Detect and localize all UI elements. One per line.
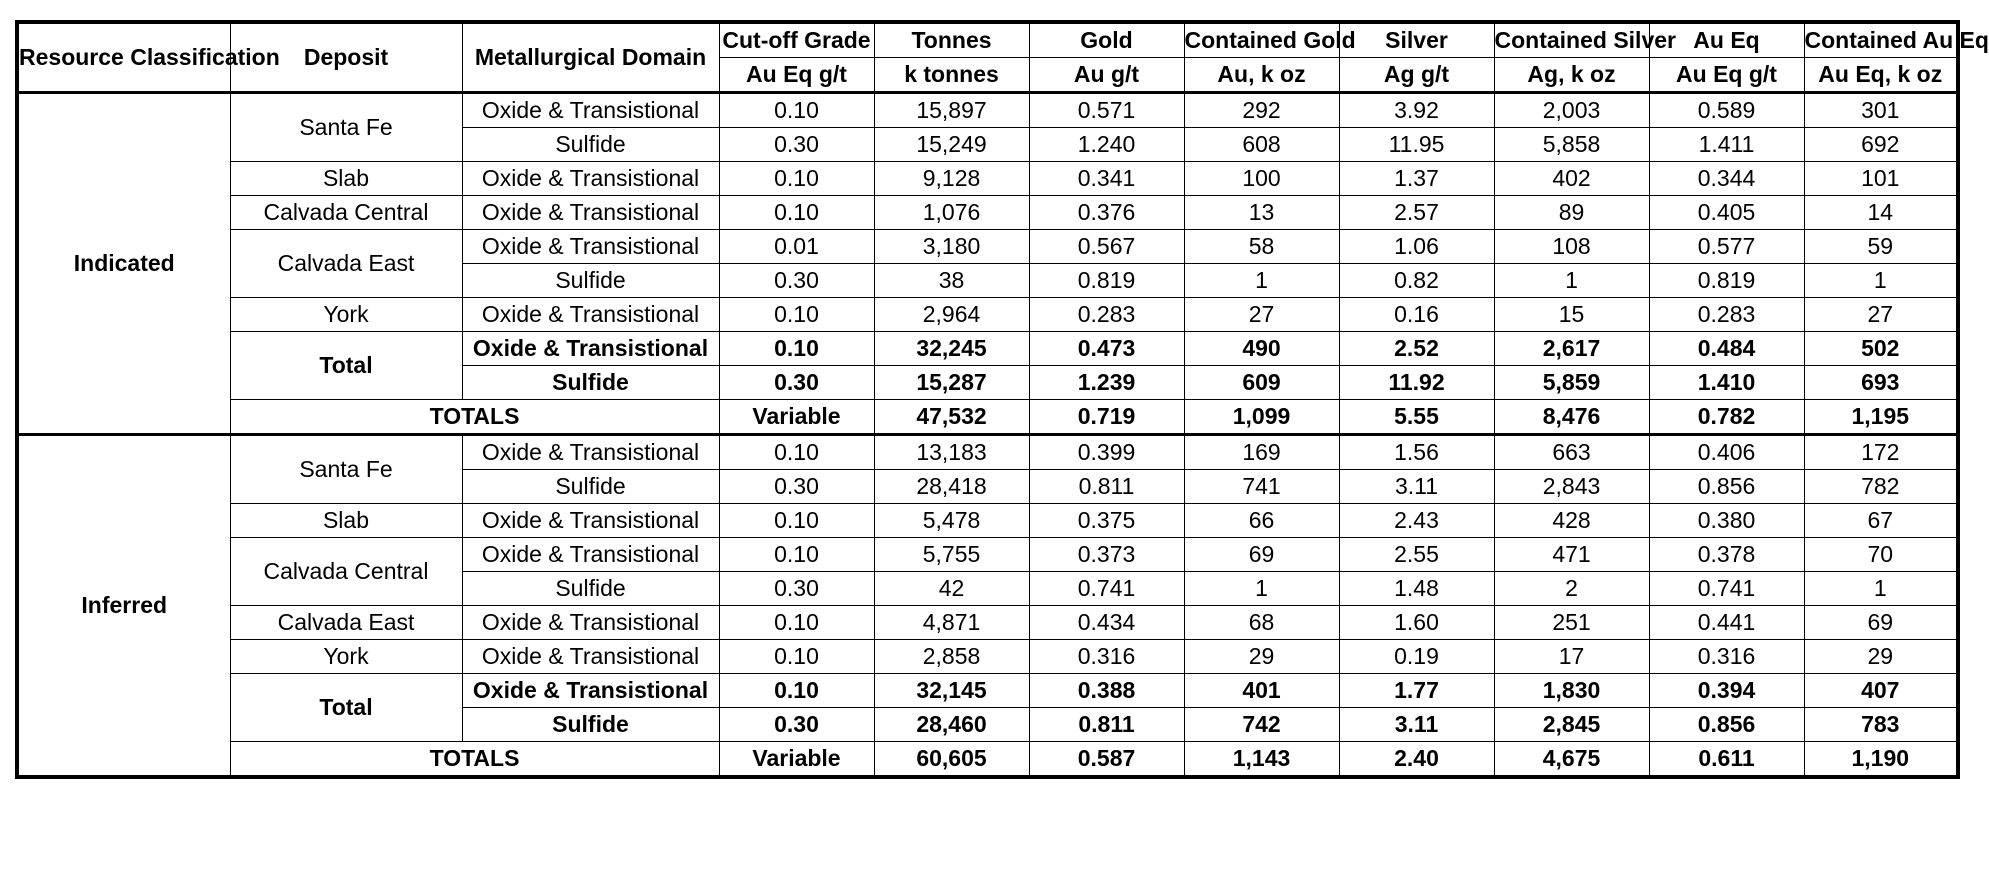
- contained-aueq-cell: 69: [1804, 606, 1958, 640]
- gold-cell: 0.283: [1029, 298, 1184, 332]
- contained-gold-cell: 741: [1184, 470, 1339, 504]
- tonnes-cell: 5,755: [874, 538, 1029, 572]
- unit-cutoff: Au Eq g/t: [719, 58, 874, 93]
- aueq-cell: 0.856: [1649, 708, 1804, 742]
- contained-silver-cell: 17: [1494, 640, 1649, 674]
- contained-gold-cell: 609: [1184, 366, 1339, 400]
- aueq-cell: 0.589: [1649, 93, 1804, 128]
- tonnes-cell: 2,964: [874, 298, 1029, 332]
- cutoff-cell: 0.30: [719, 470, 874, 504]
- gold-cell: 0.434: [1029, 606, 1184, 640]
- aueq-cell: 0.577: [1649, 230, 1804, 264]
- gold-cell: 0.741: [1029, 572, 1184, 606]
- silver-cell: 1.48: [1339, 572, 1494, 606]
- table-row: [17, 162, 1958, 196]
- deposit-label: York: [230, 640, 462, 674]
- total-row: [17, 674, 1958, 708]
- silver-cell: 3.92: [1339, 93, 1494, 128]
- tonnes-cell: 60,605: [874, 742, 1029, 778]
- total-row: [17, 332, 1958, 366]
- table-row: [17, 538, 1958, 572]
- contained-silver-cell: 5,859: [1494, 366, 1649, 400]
- deposit-total-label: Total: [230, 674, 462, 742]
- table-row: [17, 435, 1958, 470]
- gold-cell: 0.373: [1029, 538, 1184, 572]
- contained-gold-cell: 490: [1184, 332, 1339, 366]
- aueq-cell: 1.411: [1649, 128, 1804, 162]
- tonnes-cell: 32,145: [874, 674, 1029, 708]
- cutoff-cell: Variable: [719, 400, 874, 435]
- cutoff-cell: 0.10: [719, 640, 874, 674]
- contained-silver-cell: 5,858: [1494, 128, 1649, 162]
- gold-cell: 0.375: [1029, 504, 1184, 538]
- contained-gold-cell: 608: [1184, 128, 1339, 162]
- header-deposit: Deposit: [230, 22, 462, 93]
- domain-cell: Oxide & Transistional: [462, 230, 719, 264]
- contained-silver-cell: 89: [1494, 196, 1649, 230]
- tonnes-cell: 1,076: [874, 196, 1029, 230]
- table-row: [17, 298, 1958, 332]
- contained-silver-cell: 2: [1494, 572, 1649, 606]
- inferred-section: [17, 435, 1958, 778]
- header-tonnes: Tonnes: [874, 22, 1029, 58]
- table-row: [17, 606, 1958, 640]
- header-classification: Resource Classification: [17, 22, 230, 93]
- contained-silver-cell: 1,830: [1494, 674, 1649, 708]
- aueq-cell: 0.819: [1649, 264, 1804, 298]
- domain-cell: Oxide & Transistional: [462, 640, 719, 674]
- aueq-cell: 0.380: [1649, 504, 1804, 538]
- domain-cell: Oxide & Transistional: [462, 196, 719, 230]
- silver-cell: 1.60: [1339, 606, 1494, 640]
- contained-gold-cell: 169: [1184, 435, 1339, 470]
- contained-aueq-cell: 1,195: [1804, 400, 1958, 435]
- table-row: [17, 230, 1958, 264]
- contained-silver-cell: 2,845: [1494, 708, 1649, 742]
- silver-cell: 1.06: [1339, 230, 1494, 264]
- contained-aueq-cell: 59: [1804, 230, 1958, 264]
- tonnes-cell: 3,180: [874, 230, 1029, 264]
- unit-contained-silver: Ag, k oz: [1494, 58, 1649, 93]
- table-row: [17, 196, 1958, 230]
- domain-cell: Sulfide: [462, 264, 719, 298]
- gold-cell: 0.567: [1029, 230, 1184, 264]
- contained-silver-cell: 251: [1494, 606, 1649, 640]
- contained-aueq-cell: 172: [1804, 435, 1958, 470]
- gold-cell: 0.571: [1029, 93, 1184, 128]
- aueq-cell: 0.283: [1649, 298, 1804, 332]
- deposit-label: Calvada Central: [230, 196, 462, 230]
- cutoff-cell: 0.30: [719, 572, 874, 606]
- unit-tonnes: k tonnes: [874, 58, 1029, 93]
- unit-contained-gold: Au, k oz: [1184, 58, 1339, 93]
- cutoff-cell: 0.30: [719, 708, 874, 742]
- gold-cell: 0.819: [1029, 264, 1184, 298]
- aueq-cell: 0.856: [1649, 470, 1804, 504]
- contained-silver-cell: 2,843: [1494, 470, 1649, 504]
- contained-gold-cell: 27: [1184, 298, 1339, 332]
- tonnes-cell: 15,249: [874, 128, 1029, 162]
- contained-aueq-cell: 1,190: [1804, 742, 1958, 778]
- table-row: [17, 93, 1958, 128]
- cutoff-cell: 0.01: [719, 230, 874, 264]
- contained-silver-cell: 15: [1494, 298, 1649, 332]
- gold-cell: 0.811: [1029, 708, 1184, 742]
- aueq-cell: 0.405: [1649, 196, 1804, 230]
- contained-silver-cell: 108: [1494, 230, 1649, 264]
- contained-gold-cell: 1: [1184, 572, 1339, 606]
- silver-cell: 3.11: [1339, 470, 1494, 504]
- cutoff-cell: 0.10: [719, 674, 874, 708]
- header-contained-aueq: Contained Au Eq: [1804, 22, 1958, 58]
- contained-aueq-cell: 1: [1804, 572, 1958, 606]
- aueq-cell: 0.611: [1649, 742, 1804, 778]
- unit-aueq: Au Eq g/t: [1649, 58, 1804, 93]
- silver-cell: 2.52: [1339, 332, 1494, 366]
- domain-cell: Sulfide: [462, 572, 719, 606]
- contained-gold-cell: 1,099: [1184, 400, 1339, 435]
- contained-silver-cell: 8,476: [1494, 400, 1649, 435]
- cutoff-cell: 0.30: [719, 366, 874, 400]
- unit-gold: Au g/t: [1029, 58, 1184, 93]
- gold-cell: 1.240: [1029, 128, 1184, 162]
- cutoff-cell: 0.10: [719, 332, 874, 366]
- silver-cell: 2.55: [1339, 538, 1494, 572]
- contained-gold-cell: 69: [1184, 538, 1339, 572]
- aueq-cell: 0.406: [1649, 435, 1804, 470]
- silver-cell: 11.92: [1339, 366, 1494, 400]
- tonnes-cell: 28,460: [874, 708, 1029, 742]
- silver-cell: 0.16: [1339, 298, 1494, 332]
- domain-cell: Sulfide: [462, 128, 719, 162]
- contained-silver-cell: 402: [1494, 162, 1649, 196]
- tonnes-cell: 42: [874, 572, 1029, 606]
- cutoff-cell: 0.30: [719, 264, 874, 298]
- contained-silver-cell: 428: [1494, 504, 1649, 538]
- domain-cell: Oxide & Transistional: [462, 93, 719, 128]
- contained-silver-cell: 2,003: [1494, 93, 1649, 128]
- contained-silver-cell: 4,675: [1494, 742, 1649, 778]
- cutoff-cell: 0.30: [719, 128, 874, 162]
- domain-cell: Sulfide: [462, 366, 719, 400]
- contained-aueq-cell: 101: [1804, 162, 1958, 196]
- domain-cell: Oxide & Transistional: [462, 538, 719, 572]
- silver-cell: 2.57: [1339, 196, 1494, 230]
- silver-cell: 3.11: [1339, 708, 1494, 742]
- header-silver: Silver: [1339, 22, 1494, 58]
- contained-gold-cell: 1: [1184, 264, 1339, 298]
- header-gold: Gold: [1029, 22, 1184, 58]
- silver-cell: 1.56: [1339, 435, 1494, 470]
- domain-cell: Oxide & Transistional: [462, 674, 719, 708]
- silver-cell: 1.37: [1339, 162, 1494, 196]
- resource-table: [15, 20, 1989, 779]
- domain-cell: Oxide & Transistional: [462, 435, 719, 470]
- contained-aueq-cell: 29: [1804, 640, 1958, 674]
- cutoff-cell: 0.10: [719, 298, 874, 332]
- cutoff-cell: 0.10: [719, 93, 874, 128]
- cutoff-cell: 0.10: [719, 606, 874, 640]
- header-row: [17, 22, 1958, 58]
- contained-aueq-cell: 783: [1804, 708, 1958, 742]
- silver-cell: 2.40: [1339, 742, 1494, 778]
- aueq-cell: 0.484: [1649, 332, 1804, 366]
- contained-aueq-cell: 502: [1804, 332, 1958, 366]
- contained-silver-cell: 1: [1494, 264, 1649, 298]
- contained-silver-cell: 663: [1494, 435, 1649, 470]
- deposit-label: Calvada East: [230, 606, 462, 640]
- domain-cell: Oxide & Transistional: [462, 504, 719, 538]
- tonnes-cell: 38: [874, 264, 1029, 298]
- gold-cell: 0.316: [1029, 640, 1184, 674]
- table-row: [17, 640, 1958, 674]
- totals-label: TOTALS: [230, 742, 719, 778]
- gold-cell: 0.719: [1029, 400, 1184, 435]
- header-aueq: Au Eq: [1649, 22, 1804, 58]
- classification-label: Indicated: [17, 93, 230, 435]
- domain-cell: Oxide & Transistional: [462, 162, 719, 196]
- tonnes-cell: 15,287: [874, 366, 1029, 400]
- domain-cell: Oxide & Transistional: [462, 606, 719, 640]
- unit-contained-aueq: Au Eq, k oz: [1804, 58, 1958, 93]
- aueq-cell: 0.344: [1649, 162, 1804, 196]
- tonnes-cell: 5,478: [874, 504, 1029, 538]
- contained-gold-cell: 292: [1184, 93, 1339, 128]
- domain-cell: Sulfide: [462, 708, 719, 742]
- contained-gold-cell: 58: [1184, 230, 1339, 264]
- header-cutoff: Cut-off Grade: [719, 22, 874, 58]
- indicated-section: [17, 93, 1958, 435]
- contained-gold-cell: 100: [1184, 162, 1339, 196]
- aueq-cell: 0.441: [1649, 606, 1804, 640]
- cutoff-cell: 0.10: [719, 538, 874, 572]
- tonnes-cell: 9,128: [874, 162, 1029, 196]
- classification-label: Inferred: [17, 435, 230, 778]
- deposit-label: York: [230, 298, 462, 332]
- deposit-label: Slab: [230, 162, 462, 196]
- contained-gold-cell: 68: [1184, 606, 1339, 640]
- contained-silver-cell: 2,617: [1494, 332, 1649, 366]
- gold-cell: 1.239: [1029, 366, 1184, 400]
- silver-cell: 1.77: [1339, 674, 1494, 708]
- unit-silver: Ag g/t: [1339, 58, 1494, 93]
- gold-cell: 0.811: [1029, 470, 1184, 504]
- totals-row: [17, 400, 1958, 435]
- header-contained-silver: Contained Silver: [1494, 22, 1649, 58]
- silver-cell: 2.43: [1339, 504, 1494, 538]
- contained-gold-cell: 401: [1184, 674, 1339, 708]
- contained-aueq-cell: 1: [1804, 264, 1958, 298]
- aueq-cell: 0.741: [1649, 572, 1804, 606]
- contained-gold-cell: 13: [1184, 196, 1339, 230]
- tonnes-cell: 15,897: [874, 93, 1029, 128]
- tonnes-cell: 32,245: [874, 332, 1029, 366]
- aueq-cell: 0.394: [1649, 674, 1804, 708]
- contained-silver-cell: 471: [1494, 538, 1649, 572]
- deposit-label: Slab: [230, 504, 462, 538]
- contained-aueq-cell: 301: [1804, 93, 1958, 128]
- header-contained-gold: Contained Gold: [1184, 22, 1339, 58]
- tonnes-cell: 2,858: [874, 640, 1029, 674]
- contained-aueq-cell: 27: [1804, 298, 1958, 332]
- contained-gold-cell: 742: [1184, 708, 1339, 742]
- tonnes-cell: 4,871: [874, 606, 1029, 640]
- cutoff-cell: 0.10: [719, 504, 874, 538]
- contained-aueq-cell: 70: [1804, 538, 1958, 572]
- cutoff-cell: 0.10: [719, 162, 874, 196]
- contained-aueq-cell: 692: [1804, 128, 1958, 162]
- contained-gold-cell: 29: [1184, 640, 1339, 674]
- gold-cell: 0.587: [1029, 742, 1184, 778]
- domain-cell: Oxide & Transistional: [462, 298, 719, 332]
- cutoff-cell: Variable: [719, 742, 874, 778]
- aueq-cell: 0.782: [1649, 400, 1804, 435]
- contained-aueq-cell: 67: [1804, 504, 1958, 538]
- aueq-cell: 0.378: [1649, 538, 1804, 572]
- gold-cell: 0.473: [1029, 332, 1184, 366]
- silver-cell: 5.55: [1339, 400, 1494, 435]
- table-row: [17, 504, 1958, 538]
- gold-cell: 0.388: [1029, 674, 1184, 708]
- header-domain: Metallurgical Domain: [462, 22, 719, 93]
- cutoff-cell: 0.10: [719, 196, 874, 230]
- deposit-label: Calvada East: [230, 230, 462, 298]
- totals-label: TOTALS: [230, 400, 719, 435]
- gold-cell: 0.376: [1029, 196, 1184, 230]
- tonnes-cell: 47,532: [874, 400, 1029, 435]
- contained-gold-cell: 66: [1184, 504, 1339, 538]
- domain-cell: Oxide & Transistional: [462, 332, 719, 366]
- aueq-cell: 1.410: [1649, 366, 1804, 400]
- gold-cell: 0.399: [1029, 435, 1184, 470]
- deposit-total-label: Total: [230, 332, 462, 400]
- tonnes-cell: 13,183: [874, 435, 1029, 470]
- domain-cell: Sulfide: [462, 470, 719, 504]
- deposit-label: Calvada Central: [230, 538, 462, 606]
- silver-cell: 0.19: [1339, 640, 1494, 674]
- totals-row: [17, 742, 1958, 778]
- silver-cell: 11.95: [1339, 128, 1494, 162]
- deposit-label: Santa Fe: [230, 435, 462, 504]
- tonnes-cell: 28,418: [874, 470, 1029, 504]
- contained-aueq-cell: 693: [1804, 366, 1958, 400]
- contained-aueq-cell: 407: [1804, 674, 1958, 708]
- contained-aueq-cell: 14: [1804, 196, 1958, 230]
- gold-cell: 0.341: [1029, 162, 1184, 196]
- silver-cell: 0.82: [1339, 264, 1494, 298]
- cutoff-cell: 0.10: [719, 435, 874, 470]
- deposit-label: Santa Fe: [230, 93, 462, 162]
- contained-gold-cell: 1,143: [1184, 742, 1339, 778]
- aueq-cell: 0.316: [1649, 640, 1804, 674]
- contained-aueq-cell: 782: [1804, 470, 1958, 504]
